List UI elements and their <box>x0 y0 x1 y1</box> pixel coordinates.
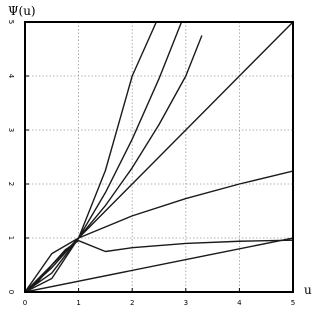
y-tick-label: 1 <box>7 235 15 241</box>
x-tick-label: 4 <box>237 299 242 307</box>
series-line-2 <box>25 22 156 292</box>
x-tick-label: 3 <box>183 299 189 307</box>
x-tick-label: 0 <box>22 299 28 307</box>
series-line-4 <box>25 171 293 292</box>
x-axis-title: u <box>304 283 312 297</box>
y-tick-label: 5 <box>7 19 15 25</box>
series-line-1 <box>25 11 186 292</box>
y-tick-label: 0 <box>7 289 15 295</box>
series-line-3 <box>25 22 293 292</box>
x-tick-label: 5 <box>290 299 296 307</box>
y-tick-label: 4 <box>7 73 15 79</box>
series-group <box>25 11 293 292</box>
x-tick-label: 1 <box>76 299 81 307</box>
y-axis-title: Ψ(u) <box>8 4 36 18</box>
x-tick-label: 2 <box>129 299 135 307</box>
y-tick-label: 2 <box>7 181 15 187</box>
y-tick-label: 3 <box>7 127 15 133</box>
